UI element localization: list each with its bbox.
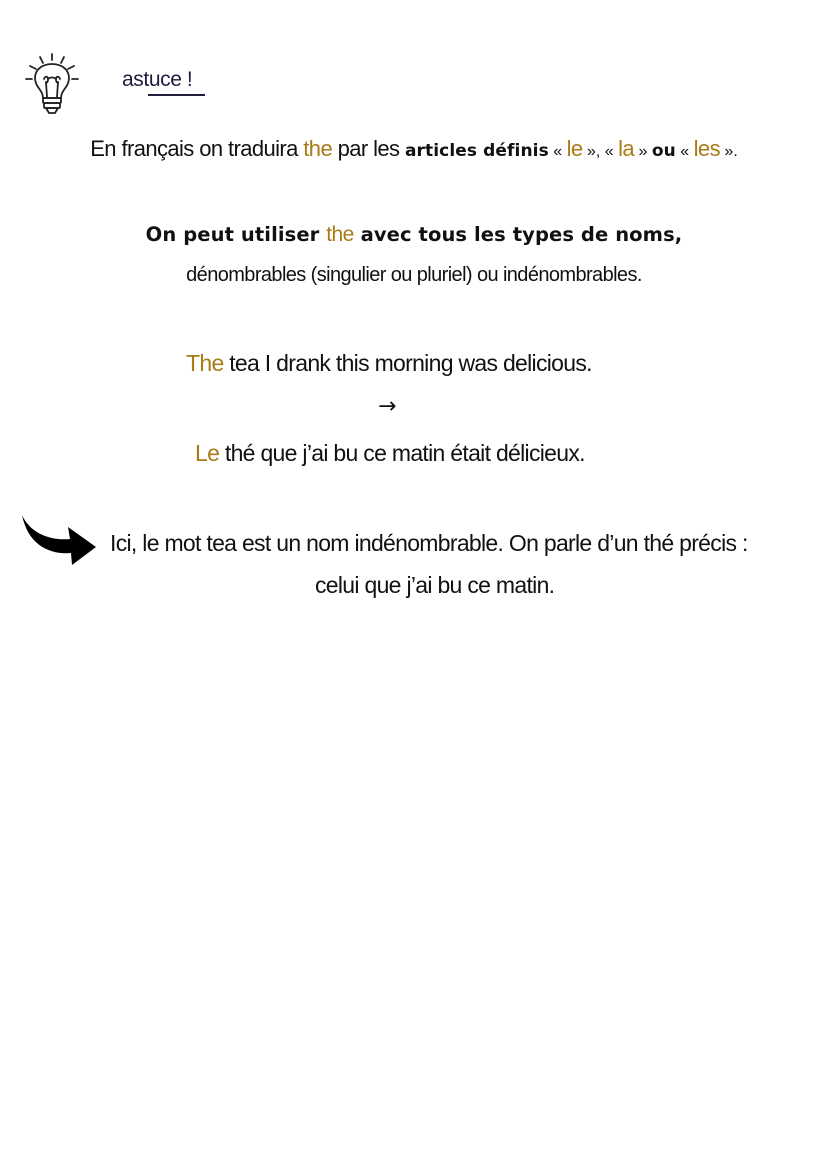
lightbulb-icon [24,52,80,118]
rule-the-word: the [326,223,354,246]
example-le-word: Le [195,440,220,466]
translation-arrow-icon: → [378,394,397,419]
intro-sentence [0,136,828,162]
intro-quote: « [548,143,567,160]
tip-title: astuce ! [122,68,193,91]
intro-text: En français on traduira [90,136,304,161]
intro-la-word: la [618,136,635,161]
rule-heading [0,223,828,247]
intro-le-word: le [566,136,583,161]
intro-quote: », [582,143,605,160]
intro-ou-word: ou [651,141,676,161]
intro-quote: » [634,143,652,160]
example-english-text: tea I drank this morning was delicious. [223,350,592,376]
intro-quote: ». [719,143,738,160]
intro-quote: « [604,143,619,160]
rule-detail: dénombrables (singulier ou pluriel) ou indénombrables. [186,264,642,286]
example-english [186,350,592,377]
intro-text: par les [332,136,405,161]
rule-text: avec tous les types de noms, [353,223,683,246]
rule-text: On peut utiliser [145,223,327,246]
curved-arrow-icon [20,505,98,567]
intro-the-word: the [303,136,333,161]
intro-les-word: les [693,136,720,161]
explanation-line-2: celui que j’ai bu ce matin. [315,572,555,598]
intro-articles-term: articles définis [404,141,549,161]
intro-quote: « [675,143,694,160]
example-french [195,440,585,467]
example-the-word: The [186,350,224,376]
explanation-line-1: Ici, le mot tea est un nom indénombrable. On parle d’un thé précis : [110,530,748,556]
example-french-text: thé que j’ai bu ce matin était délicieux. [219,440,585,466]
tip-title-underline [148,94,205,96]
